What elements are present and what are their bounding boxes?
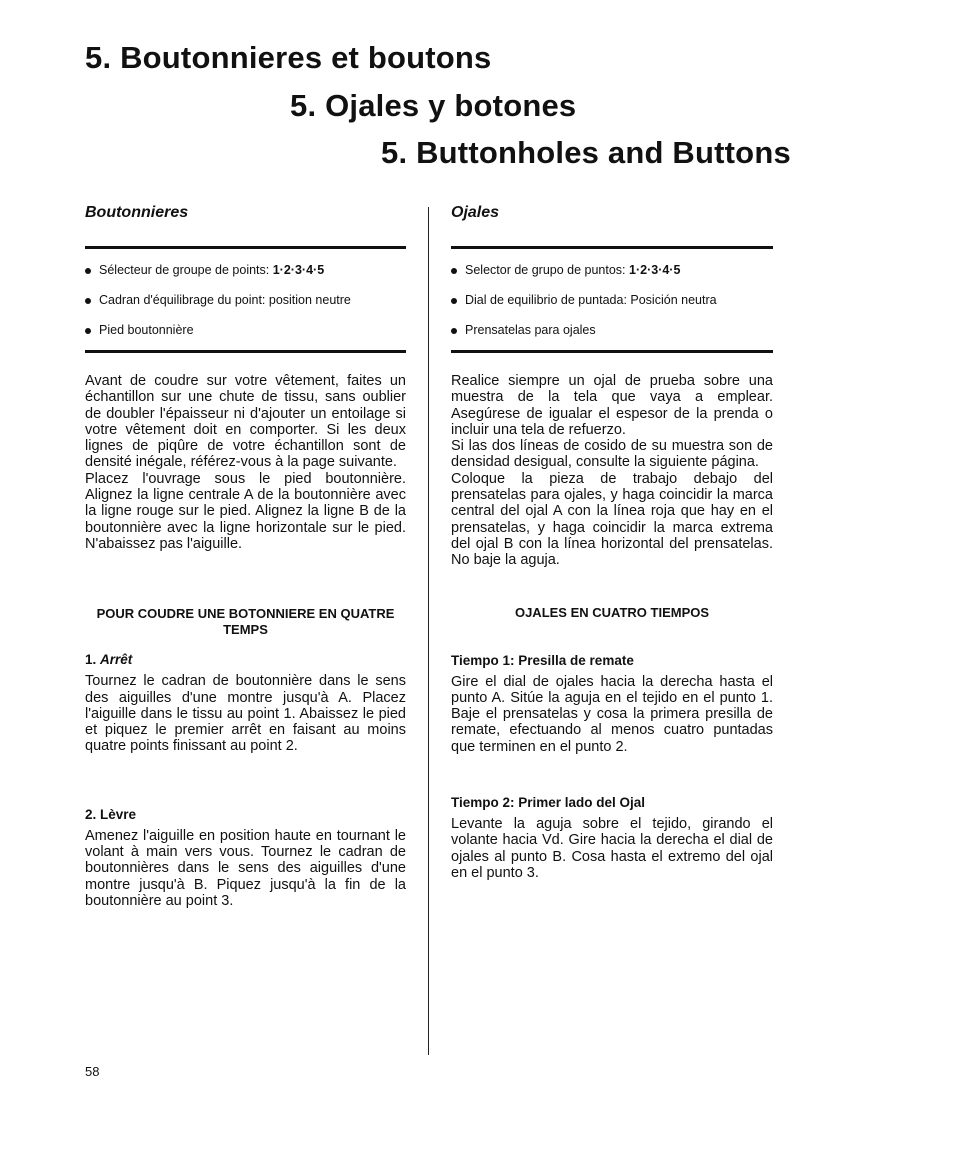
- intro-paragraph: Coloque la pieza de trabajo debajo del prensatelas para ojales, y haga coincidir la marca central del ojal A con la línea roja que hay en el prensatelas, y haga coincidir la marca extrema del ojal B con la línea horizontal del prensatelas. No baje la aguja.: [451, 470, 773, 569]
- spanish-column: [451, 200, 773, 881]
- step-title: Lèvre: [100, 806, 137, 822]
- bullet-text: Sélecteur de groupe de points:: [99, 263, 273, 277]
- list-item: [451, 263, 773, 278]
- step-title: Arrêt: [100, 652, 133, 668]
- list-item: [451, 323, 773, 338]
- bullet-text: Dial de equilibrio de puntada: Posición neutra: [465, 293, 717, 307]
- title-french: 5. Boutonnieres et boutons: [85, 40, 492, 75]
- step-number: 2.: [85, 806, 97, 822]
- step-number: 1.: [85, 652, 97, 668]
- step-paragraph: Amenez l'aiguille en position haute en tournant le volant à main vers vous. Tournez le cadran de boutonnières dans le sens des aiguilles d'une montre jusqu'à B. Piquez jusqu'à la fin de la boutonnière au point 3.: [85, 827, 406, 909]
- section-title: Ojales: [451, 204, 500, 221]
- title-english: 5. Buttonholes and Buttons: [381, 135, 791, 170]
- bullet-text: Pied boutonnière: [99, 323, 194, 337]
- settings-list: [85, 263, 406, 338]
- bullet-text: Selector de grupo de puntos:: [465, 263, 630, 277]
- list-item: [85, 323, 406, 338]
- settings-list: [451, 263, 773, 338]
- list-item: [85, 263, 406, 278]
- stitch-group-value: 1·2·3·4·5: [629, 263, 681, 277]
- intro-paragraph: Si las dos líneas de cosido de su muestra son de densidad desigual, consulte la siguiente página.: [451, 438, 773, 471]
- list-item: [451, 293, 773, 308]
- divider-rule: [451, 246, 773, 249]
- page-number: 58: [85, 1064, 100, 1079]
- step-paragraph: Tournez le cadran de boutonnière dans le sens des aiguilles d'une montre jusqu'à A. Placez l'aiguille dans le tissu au point 1. Abaissez le pied et piquez le premier arrêt en faisant au moins quatre points finissant au point 2.: [85, 673, 406, 755]
- step-paragraph: Gire el dial de ojales hacia la derecha hasta el punto A. Sitúe la aguja en el tejido en el punto 1. Baje el prensatelas y cosa la primera presilla de remate, efectuando al menos cuatro puntadas que terminen en el punto 2.: [451, 673, 773, 755]
- list-item: [85, 293, 406, 308]
- french-column: [85, 200, 406, 909]
- intro-paragraph: Placez l'ouvrage sous le pied boutonnière. Alignez la ligne centrale A de la boutonnière avec la ligne rouge sur le pied. Alignez la ligne B de la boutonnière avec la ligne horizontale sur le pied. N'abaissez pas l'aiguille.: [85, 470, 406, 552]
- divider-rule: [85, 246, 406, 249]
- title-spanish: 5. Ojales y botones: [290, 88, 577, 123]
- bullet-text: Prensatelas para ojales: [465, 323, 596, 337]
- step-title: Tiempo 2: Primer lado del Ojal: [451, 795, 646, 811]
- divider-rule: [451, 350, 773, 353]
- bullet-text: Cadran d'équilibrage du point: position neutre: [99, 293, 351, 307]
- step-heading: [85, 652, 406, 667]
- step-paragraph: Levante la aguja sobre el tejido, girando el volante hacia Vd. Gire hacia la derecha el dial de ojales al punto B. Cosa hasta el extremo del ojal en el punto 3.: [451, 816, 773, 881]
- step-heading: Tiempo 1: Presilla de remate: [451, 652, 634, 668]
- subsection-title: POUR COUDRE UNE BOTONNIERE EN QUATRE TEMPS: [96, 606, 395, 638]
- stitch-group-value: 1·2·3·4·5: [272, 263, 325, 277]
- subsection-title: OJALES EN CUATRO TIEMPOS: [514, 604, 710, 620]
- section-title: Boutonnieres: [85, 204, 189, 221]
- step-heading: [451, 795, 773, 810]
- divider-rule: [85, 350, 406, 353]
- intro-paragraph: Realice siempre un ojal de prueba sobre una muestra de la tela que vaya a emplear. Asegúrese de igualar el espesor de la prenda o incluir una tela de refuerzo.: [451, 373, 773, 438]
- step-heading: [85, 807, 406, 822]
- column-divider: [428, 207, 429, 1055]
- intro-paragraph: Avant de coudre sur votre vêtement, faites un échantillon sur une chute de tissu, sans oublier de doubler l'épaisseur ni d'ajouter un entoilage si votre vêtement doit en comporter. Si les deux lignes de piqûre de votre échantillon sont de densité inégale, référez-vous à la page suivante.: [85, 373, 406, 471]
